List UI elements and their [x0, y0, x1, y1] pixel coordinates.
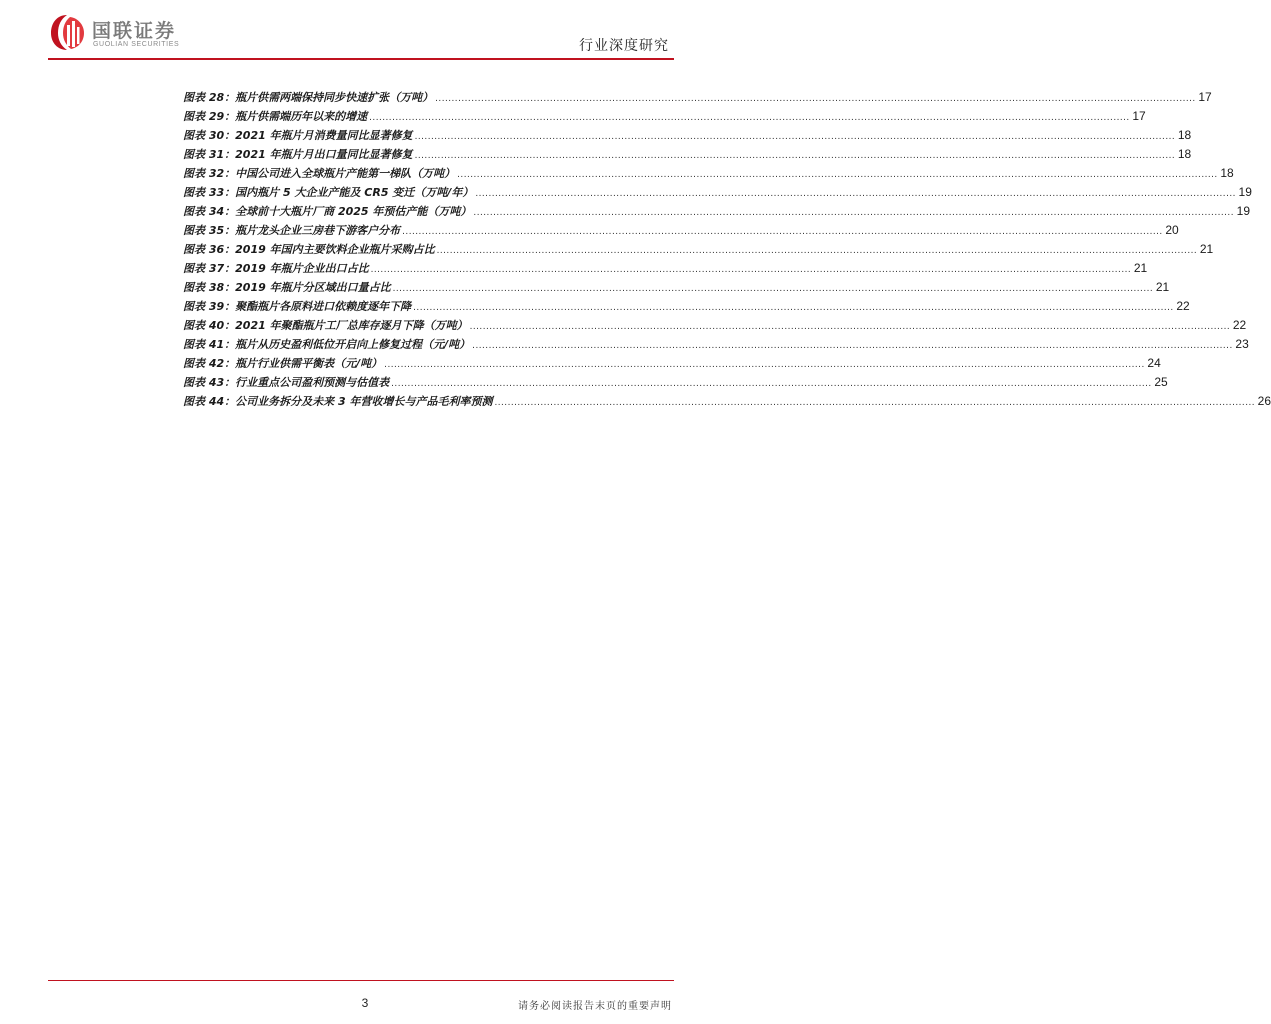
toc-dot-leader	[457, 165, 1218, 184]
toc-entry[interactable]	[183, 164, 1234, 183]
toc-entry[interactable]	[183, 88, 1212, 107]
toc-entry-label: 图表 42：	[183, 357, 236, 370]
toc-entry-title: 2021 年瓶片月出口量同比显著修复	[235, 148, 413, 161]
toc-entry-label: 图表 33：	[183, 186, 236, 199]
toc-entry-page: 26	[1257, 394, 1271, 408]
toc-entry-page: 24	[1147, 356, 1161, 370]
toc-entry-label: 图表 39：	[183, 300, 236, 313]
toc-entry-title: 公司业务拆分及未来 3 年营收增长与产品毛利率预测	[235, 395, 493, 408]
toc-dot-leader	[393, 279, 1154, 298]
toc-dot-leader	[437, 241, 1198, 260]
toc-entry-label: 图表 32：	[183, 167, 236, 180]
toc-entry-page: 21	[1155, 280, 1170, 294]
toc-entry-page: 25	[1154, 375, 1168, 389]
toc-dot-leader	[402, 222, 1163, 241]
toc-entry-label: 图表 38：	[183, 281, 236, 294]
disclaimer-note: 请务必阅读报告末页的重要声明	[518, 1001, 672, 1012]
toc-entry-title: 中国公司进入全球瓶片产能第一梯队（万吨）	[235, 167, 456, 180]
toc-dot-leader	[384, 355, 1145, 374]
toc-entry-page: 19	[1236, 204, 1250, 218]
toc-entry-page: 17	[1132, 109, 1146, 123]
toc-entry-label: 图表 43：	[183, 376, 236, 389]
toc-entry[interactable]	[183, 126, 1192, 145]
toc-entry[interactable]	[183, 278, 1170, 297]
toc-entry[interactable]	[183, 145, 1192, 164]
toc-entry[interactable]	[183, 221, 1179, 240]
logo-name-en: GUOLIAN SECURITIES	[93, 41, 180, 48]
toc-entry-page: 21	[1199, 242, 1214, 256]
toc-entry[interactable]	[183, 202, 1250, 221]
toc-entry[interactable]	[183, 297, 1190, 316]
toc-dot-leader	[415, 127, 1176, 146]
toc-entry[interactable]	[183, 354, 1161, 373]
toc-dot-leader	[472, 336, 1233, 355]
toc-entry-page: 18	[1177, 147, 1192, 161]
toc-entry-page: 22	[1232, 318, 1247, 332]
toc-entry-title: 国内瓶片 5 大企业产能及 CR5 变迁（万吨/年）	[235, 186, 474, 199]
toc-entry-title: 2021 年瓶片月消费量同比显著修复	[235, 129, 413, 142]
toc-entry-page: 18	[1220, 166, 1234, 180]
toc-entry-page: 22	[1176, 299, 1190, 313]
toc-dot-leader	[415, 146, 1176, 165]
toc-entry-label: 图表 34：	[183, 205, 236, 218]
toc-entry-title: 全球前十大瓶片厂商 2025 年预估产能（万吨）	[235, 205, 472, 218]
toc-entry-label: 图表 31：	[183, 148, 236, 161]
toc-entry-title: 瓶片行业供需平衡表（元/吨）	[235, 357, 383, 370]
toc-entry[interactable]	[183, 316, 1247, 335]
logo-name-cn: 国联证券	[92, 20, 177, 42]
toc-entry-label: 图表 29：	[183, 110, 236, 123]
header-divider	[48, 58, 674, 60]
toc-entry-title: 瓶片供需端历年以来的增速	[235, 110, 368, 123]
toc-entry-title: 2021 年聚酯瓶片工厂总库存逐月下降（万吨）	[235, 319, 468, 332]
company-logo	[48, 12, 198, 60]
toc-entry[interactable]	[183, 373, 1168, 392]
report-type-title: 行业深度研究	[579, 38, 669, 54]
toc-dot-leader	[473, 203, 1234, 222]
toc-entry-label: 图表 44：	[183, 395, 236, 408]
toc-entry-label: 图表 30：	[183, 129, 236, 142]
toc-entry-label: 图表 37：	[183, 262, 236, 275]
toc-entry[interactable]	[183, 335, 1249, 354]
toc-dot-leader	[435, 89, 1196, 108]
toc-entry[interactable]	[183, 240, 1214, 259]
toc-entry-label: 图表 40：	[183, 319, 236, 332]
page-number: 3	[361, 996, 369, 1010]
toc-entry-title: 2019 年瓶片企业出口占比	[235, 262, 369, 275]
toc-entry-title: 2019 年瓶片分区域出口量占比	[235, 281, 391, 294]
toc-entry[interactable]	[183, 183, 1252, 202]
toc-dot-leader	[369, 108, 1130, 127]
toc-entry-page: 19	[1238, 185, 1252, 199]
toc-entry[interactable]	[183, 107, 1146, 126]
toc-dot-leader	[470, 317, 1231, 336]
toc-entry-title: 瓶片从历史盈利低位开启向上修复过程（元/吨）	[235, 338, 471, 351]
toc-dot-leader	[494, 393, 1255, 412]
toc-entry-page: 18	[1177, 128, 1192, 142]
page-header	[0, 0, 724, 70]
guolian-logo-icon	[48, 12, 86, 52]
figure-table-of-contents	[183, 88, 1271, 411]
toc-entry-title: 瓶片龙头企业三房巷下游客户分布	[235, 224, 401, 237]
toc-entry-page: 17	[1198, 90, 1212, 104]
toc-entry-label: 图表 35：	[183, 224, 236, 237]
footer-divider	[48, 980, 674, 981]
toc-dot-leader	[413, 298, 1174, 317]
toc-entry-title: 聚酯瓶片各原料进口依赖度逐年下降	[235, 300, 412, 313]
toc-entry-title: 行业重点公司盈利预测与估值表	[235, 376, 390, 389]
toc-entry[interactable]	[183, 259, 1148, 278]
toc-entry[interactable]	[183, 392, 1271, 411]
toc-entry-page: 21	[1133, 261, 1148, 275]
toc-entry-title: 瓶片供需两端保持同步快速扩张（万吨）	[235, 91, 434, 104]
toc-entry-label: 图表 28：	[183, 91, 236, 104]
toc-dot-leader	[475, 184, 1236, 203]
toc-entry-page: 20	[1165, 223, 1179, 237]
toc-dot-leader	[371, 260, 1132, 279]
toc-entry-page: 23	[1235, 337, 1249, 351]
toc-dot-leader	[391, 374, 1152, 393]
toc-entry-label: 图表 36：	[183, 243, 236, 256]
toc-entry-title: 2019 年国内主要饮料企业瓶片采购占比	[235, 243, 435, 256]
toc-entry-label: 图表 41：	[183, 338, 236, 351]
